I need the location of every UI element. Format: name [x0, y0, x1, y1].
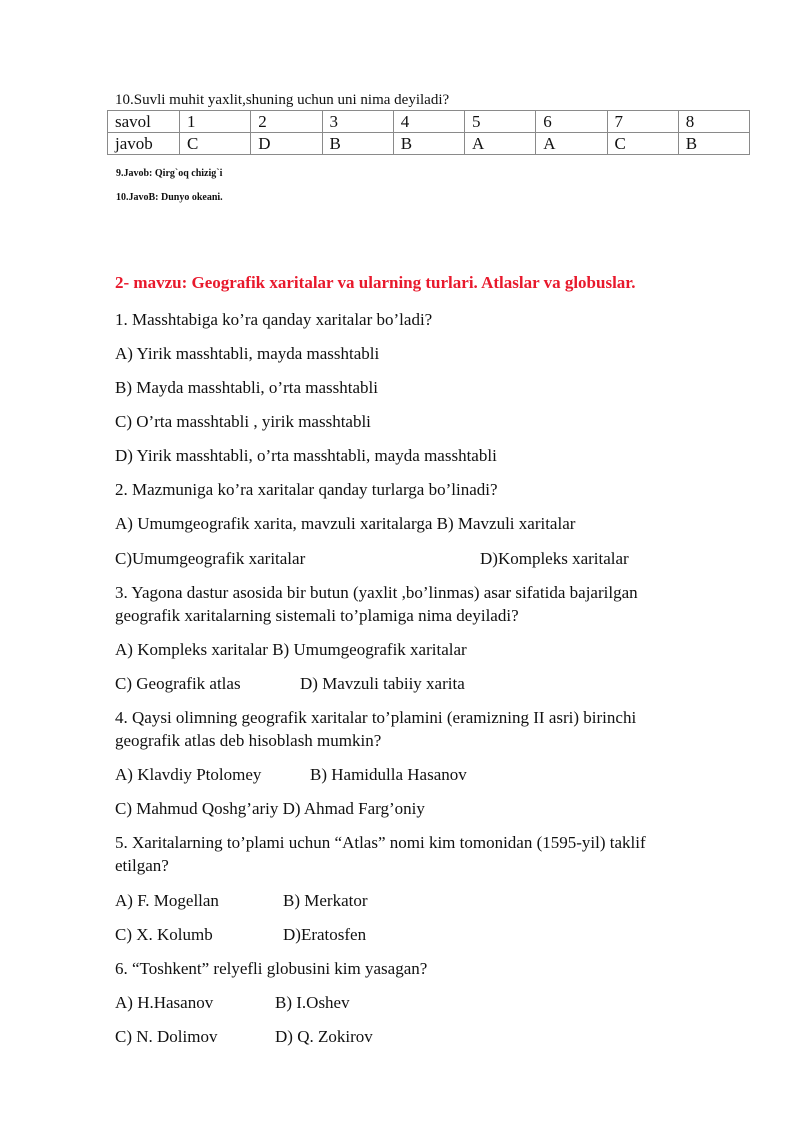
table-cell: B: [393, 133, 464, 155]
table-cell: javob: [108, 133, 180, 155]
question-5-line-1: 5. Xaritalarning to’plami uchun “Atlas” nomi kim tomonidan (1595-yil) taklif: [115, 833, 646, 852]
question-3-line-2: geografik xaritalarning sistemali to’plamiga nima deyiladi?: [115, 606, 519, 625]
question-3-line-1: 3. Yagona dastur asosida bir butun (yaxlit ,bo’linmas) asar sifatida bajarilgan: [115, 583, 638, 602]
table-cell: 4: [393, 111, 464, 133]
q3-options-ab: A) Kompleks xaritalar B) Umumgeografik xaritalar: [115, 640, 467, 659]
table-cell: savol: [108, 111, 180, 133]
q1-option-d: D) Yirik masshtabli, o’rta masshtabli, mayda masshtabli: [115, 446, 497, 465]
q3-option-d: D) Mavzuli tabiiy xarita: [300, 674, 465, 693]
table-cell: A: [465, 133, 536, 155]
q6-option-b: B) I.Oshev: [275, 993, 350, 1012]
table-cell: 5: [465, 111, 536, 133]
q1-option-b: B) Mayda masshtabli, o’rta masshtabli: [115, 378, 378, 397]
question-2-text: 2. Mazmuniga ko’ra xaritalar qanday turlarga bo’linadi?: [115, 480, 498, 499]
table-cell: 7: [607, 111, 678, 133]
table-cell: C: [607, 133, 678, 155]
table-cell: A: [536, 133, 607, 155]
table-cell: B: [678, 133, 749, 155]
q6-option-c: C) N. Dolimov: [115, 1027, 218, 1046]
q6-option-a: A) H.Hasanov: [115, 993, 214, 1012]
table-cell: D: [251, 133, 322, 155]
q4-options-cd: C) Mahmud Qoshg’ariy D) Ahmad Farg’oniy: [115, 799, 425, 818]
table-cell: 3: [322, 111, 393, 133]
q5-option-d: D)Eratosfen: [283, 925, 367, 944]
q3-option-c: C) Geografik atlas: [115, 674, 241, 693]
table-cell: 6: [536, 111, 607, 133]
q4-option-b: B) Hamidulla Hasanov: [310, 765, 467, 784]
question-5-line-2: etilgan?: [115, 856, 169, 875]
q2-options-ab: A) Umumgeografik xarita, mavzuli xaritalarga B) Mavzuli xaritalar: [115, 514, 576, 533]
table-row: [108, 111, 750, 133]
answer-note-9: 9.Javob: Qirg`oq chizig`i: [116, 168, 223, 179]
q4-option-a: A) Klavdiy Ptolomey: [115, 765, 262, 784]
question-10-text: 10.Suvli muhit yaxlit,shuning uchun uni nima deyiladi?: [115, 92, 450, 108]
q5-option-b: B) Merkator: [283, 891, 368, 910]
answer-key-table: [107, 110, 750, 155]
question-4-line-1: 4. Qaysi olimning geografik xaritalar to’plamini (eramizning II asri) birinchi: [115, 708, 637, 727]
q6-option-d: D) Q. Zokirov: [275, 1027, 373, 1046]
table-cell: 1: [180, 111, 251, 133]
q2-option-d: D)Kompleks xaritalar: [480, 549, 629, 568]
q5-option-c: C) X. Kolumb: [115, 925, 213, 944]
question-6-text: 6. “Toshkent” relyefli globusini kim yasagan?: [115, 959, 428, 978]
table-cell: 2: [251, 111, 322, 133]
q1-option-a: A) Yirik masshtabli, mayda masshtabli: [115, 344, 380, 363]
table-cell: B: [322, 133, 393, 155]
answer-note-10: 10.JavoB: Dunyo okeani.: [116, 192, 223, 203]
table-cell: 8: [678, 111, 749, 133]
q2-option-c: C)Umumgeografik xaritalar: [115, 549, 306, 568]
table-row: [108, 133, 750, 155]
question-1-text: 1. Masshtabiga ko’ra qanday xaritalar bo’ladi?: [115, 310, 433, 329]
question-4-line-2: geografik atlas deb hisoblash mumkin?: [115, 731, 382, 750]
table-cell: C: [180, 133, 251, 155]
q1-option-c: C) O’rta masshtabli , yirik masshtabli: [115, 412, 371, 431]
q5-option-a: A) F. Mogellan: [115, 891, 219, 910]
topic-title: 2- mavzu: Geografik xaritalar va ularning turlari. Atlaslar va globuslar.: [115, 273, 636, 292]
